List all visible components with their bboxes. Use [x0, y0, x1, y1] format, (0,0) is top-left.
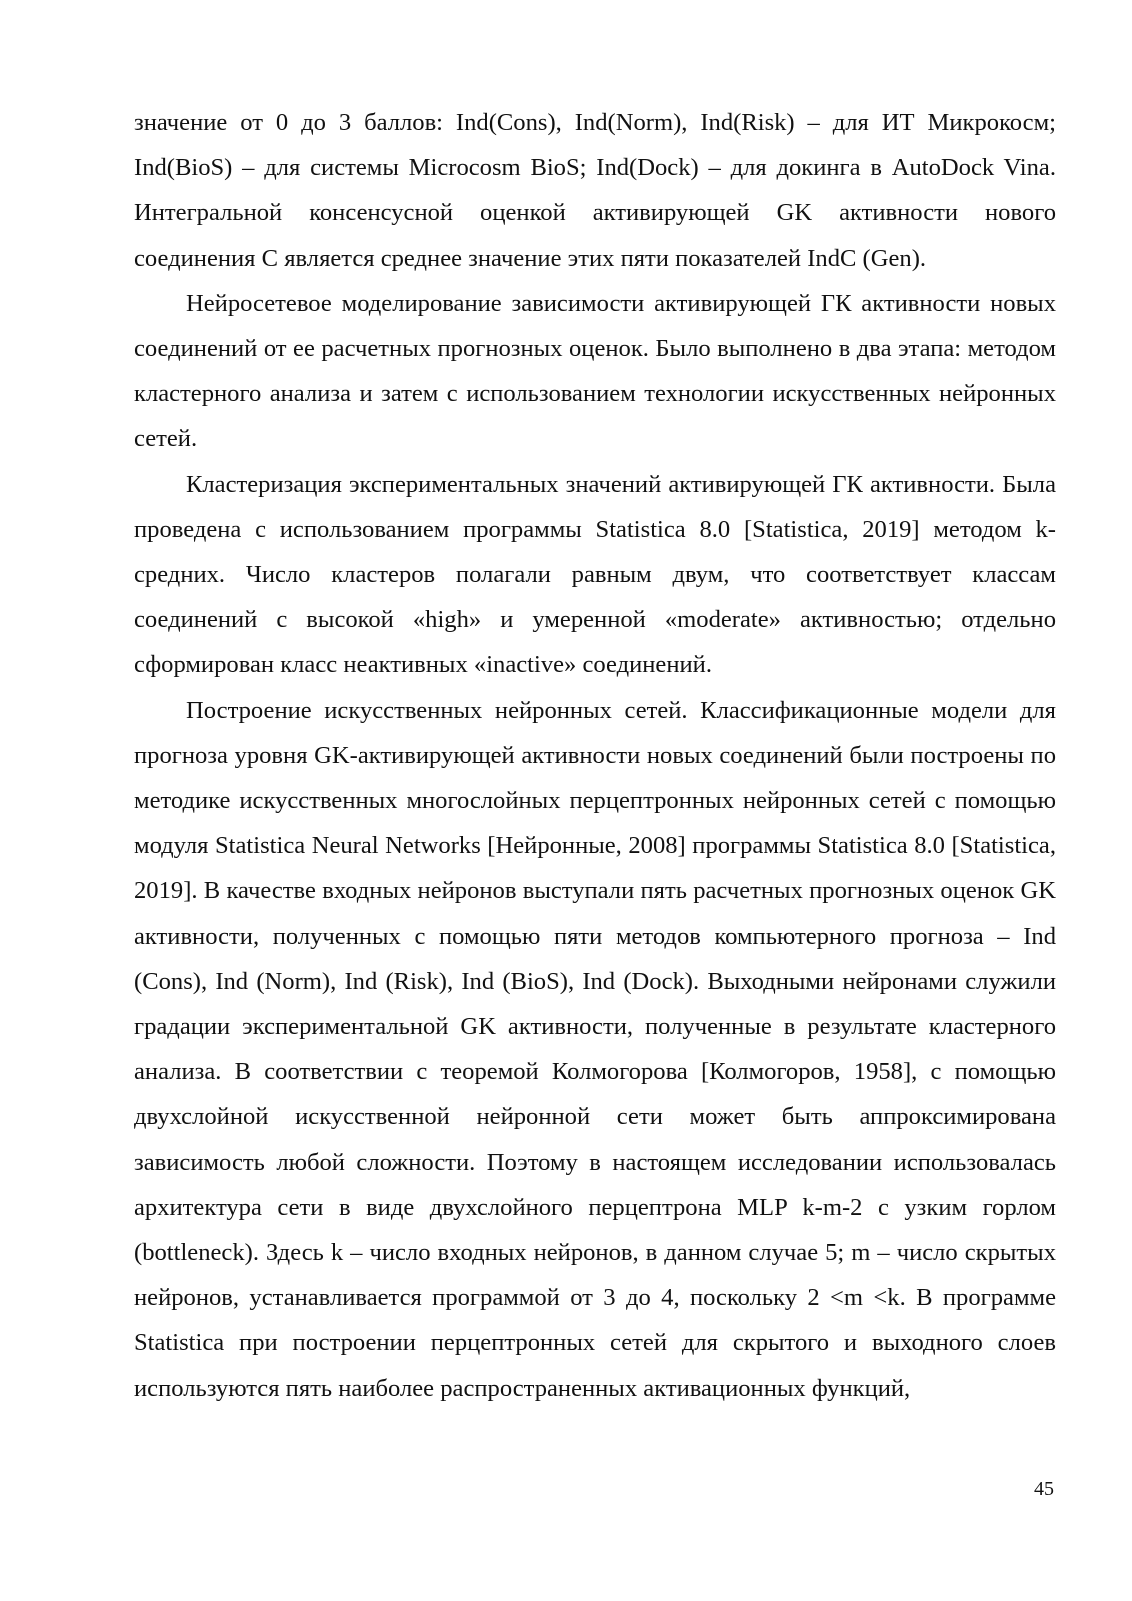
- paragraph-3: Кластеризация экспериментальных значений активирующей ГК активности. Была проведена с использованием программы Statistica 8.0 [Statistica, 2019] методом k-средних. Число кластеров полагали равным двум, что соответствует классам соединений с высокой «high» и умеренной «moderate» активностью; отдельно сформирован класс неактивных «inactive» соединений.: [134, 470, 1056, 679]
- paragraph-1: значение от 0 до 3 баллов: Ind(Cons), Ind(Norm), Ind(Risk) – для ИТ Микрокосм; Ind(BioS) – для системы Microcosm BioS; Ind(Dock) – для докинга в AutoDock Vina. Интегральной консенсусной оценкой активирующей GK активности нового соединения C является среднее значение этих пяти показателей IndC (Gen).: [134, 109, 1056, 272]
- paragraph-4: Построение искусственных нейронных сетей. Классификационные модели для прогноза уровня GK-активирующей активности новых соединений были построены по методике искусственных многослойных перцептронных нейронных сетей с помощью модуля Statistica Neural Networks [Нейронные, 2008] программы Statistica 8.0 [Statistica, 2019]. В качестве входных нейронов выступали пять расчетных прогнозных оценок GK активности, полученных с помощью пяти методов компьютерного прогноза – Ind (Cons), Ind (Norm), Ind (Risk), Ind (BioS), Ind (Dock). Выходными нейронами служили градации экспериментальной GK активности, полученные в результате кластерного анализа. В соответствии с теоремой Колмогорова [Колмогоров, 1958], с помощью двухслойной искусственной нейронной сети может быть аппроксимирована зависимость любой сложности. Поэтому в настоящем исследовании использовалась архитектура сети в виде двухслойного перцептрона MLP k-m-2 с узким горлом (bottleneck). Здесь k – число входных нейронов, в данном случае 5; m – число скрытых нейронов, устанавливается программой от 3 до 4, поскольку 2 <m <k. В программе Statistica при построении перцептронных сетей для скрытого и выходного слоев используются пять наиболее распространенных активационных функций,: [134, 696, 1056, 1402]
- page-number: 45: [1034, 1478, 1054, 1500]
- paragraph-2: Нейросетевое моделирование зависимости активирующей ГК активности новых соединений от ее расчетных прогнозных оценок. Было выполнено в два этапа: методом кластерного анализа и затем с использованием технологии искусственных нейронных сетей.: [134, 289, 1056, 453]
- body-text: [134, 100, 1056, 1411]
